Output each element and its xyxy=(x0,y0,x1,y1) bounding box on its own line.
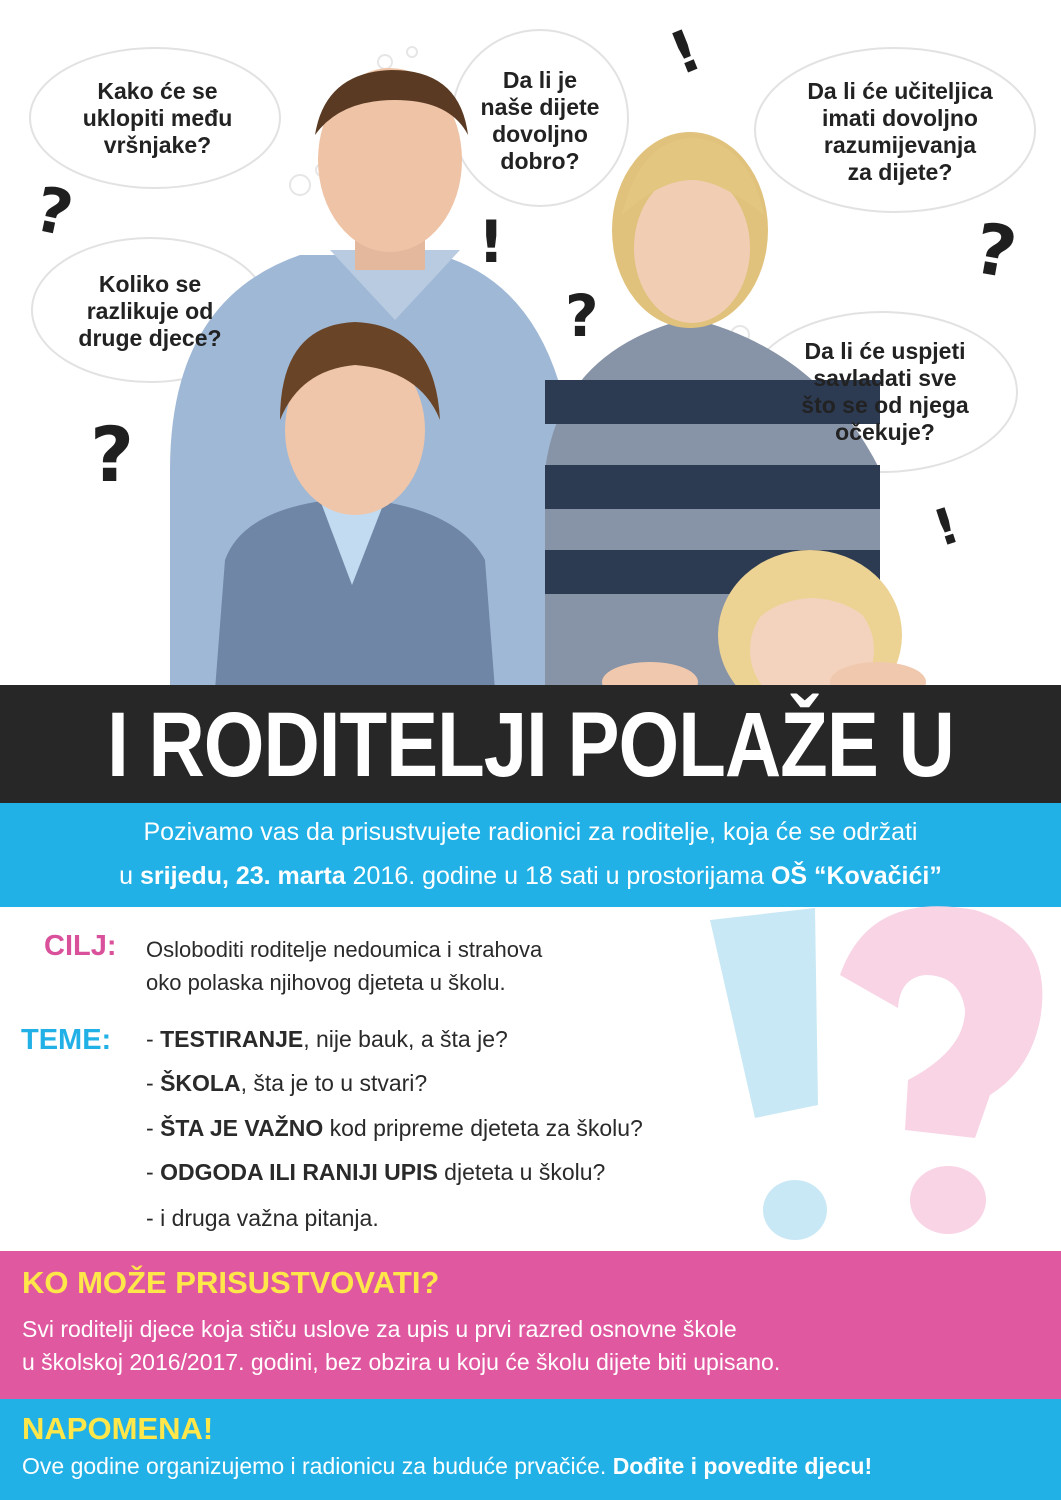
who-can-attend-heading: KO MOŽE PRISUSTVOVATI? xyxy=(22,1265,440,1300)
thought-bubble-fit-in: Kako će se uklopiti među vršnjake? xyxy=(82,78,233,158)
thought-bubble-expectations: Da li će uspjeti savladati sve što se od njega očekuje? xyxy=(801,338,969,445)
question-mark-icon: ? xyxy=(968,207,1023,295)
topic-keyword: TESTIRANJE xyxy=(160,1026,304,1052)
who-can-attend-text xyxy=(22,1313,780,1379)
question-mark-icon: ? xyxy=(90,410,135,499)
title-band xyxy=(0,685,1061,803)
invitation-line-1: Pozivamo vas da prisustvujete radionici za roditelje, koja će se održati xyxy=(143,818,918,846)
invitation-line-2 xyxy=(0,846,1061,890)
thought-bubble-different: Koliko se razlikuje od druge djece? xyxy=(78,271,222,351)
goal-label: CILJ: xyxy=(44,930,117,962)
thought-bubble-teacher: Da li će učiteljica imati dovoljno razumijevanja za dijete? xyxy=(807,78,993,185)
invitation-text: 2016. godine u 18 sati u prostorijama xyxy=(345,862,771,890)
question-mark-icon: ? xyxy=(28,172,80,251)
exclamation-mark-icon: ! xyxy=(478,208,505,276)
topic-dash: - xyxy=(146,1070,161,1096)
page-title: I RODITELJI POLAŽE U xyxy=(107,692,954,796)
goal-text-line-2: oko polaska njihovog djeteta u školu. xyxy=(146,970,506,995)
topic-item xyxy=(146,1115,643,1142)
topic-item xyxy=(146,1205,379,1232)
exclamation-mark-icon: ! xyxy=(926,495,967,559)
big-question-exclamation-icon xyxy=(700,890,1061,1250)
topic-dash: - xyxy=(146,1205,161,1231)
topic-dash: - xyxy=(146,1026,161,1052)
hero-photo-area xyxy=(0,0,1061,685)
thought-bubble-good-enough: Da li je naše dijete dovoljno dobro? xyxy=(480,67,600,174)
topic-item xyxy=(146,1026,508,1053)
topic-text: kod pripreme djeteta za školu? xyxy=(323,1115,643,1141)
who-can-attend-band xyxy=(0,1251,1061,1399)
note-call-to-action: Dođite i povedite djecu! xyxy=(612,1453,873,1479)
topic-keyword: ŠTA JE VAŽNO xyxy=(160,1115,324,1141)
topic-text: djeteta u školu? xyxy=(437,1159,606,1185)
topic-text: , nije bauk, a šta je? xyxy=(303,1026,508,1052)
topic-keyword: ODGODA ILI RANIJI UPIS xyxy=(160,1159,438,1185)
topic-item xyxy=(146,1159,605,1186)
topic-item xyxy=(146,1070,427,1097)
goal-text-line-1: Osloboditi roditelje nedoumica i strahova xyxy=(146,937,543,962)
who-text-line-2: u školskoj 2016/2017. godini, bez obzira u koju će školu dijete biti upisano. xyxy=(22,1349,781,1375)
topic-text: , šta je to u stvari? xyxy=(240,1070,428,1096)
topic-dash: - xyxy=(146,1115,161,1141)
topic-text: i druga važna pitanja. xyxy=(160,1205,379,1231)
note-sentence: Ove godine organizujemo i radionicu za buduće prvačiće. xyxy=(22,1453,613,1479)
exclamation-mark-icon: ! xyxy=(660,15,711,89)
topic-dash: - xyxy=(146,1159,161,1185)
topics-label: TEME: xyxy=(21,1024,112,1056)
who-text-line-1: Svi roditelji djece koja stiču uslove za upis u prvi razred osnovne škole xyxy=(22,1316,737,1342)
event-date: srijedu, 23. marta xyxy=(140,862,346,890)
invitation-text: u xyxy=(119,862,140,890)
topic-keyword: ŠKOLA xyxy=(160,1070,241,1096)
note-band xyxy=(0,1399,1061,1500)
note-heading: NAPOMENA! xyxy=(22,1411,214,1446)
event-venue: OŠ “Kovačići” xyxy=(770,862,942,890)
question-mark-icon: ? xyxy=(565,282,599,350)
note-text xyxy=(22,1453,872,1480)
